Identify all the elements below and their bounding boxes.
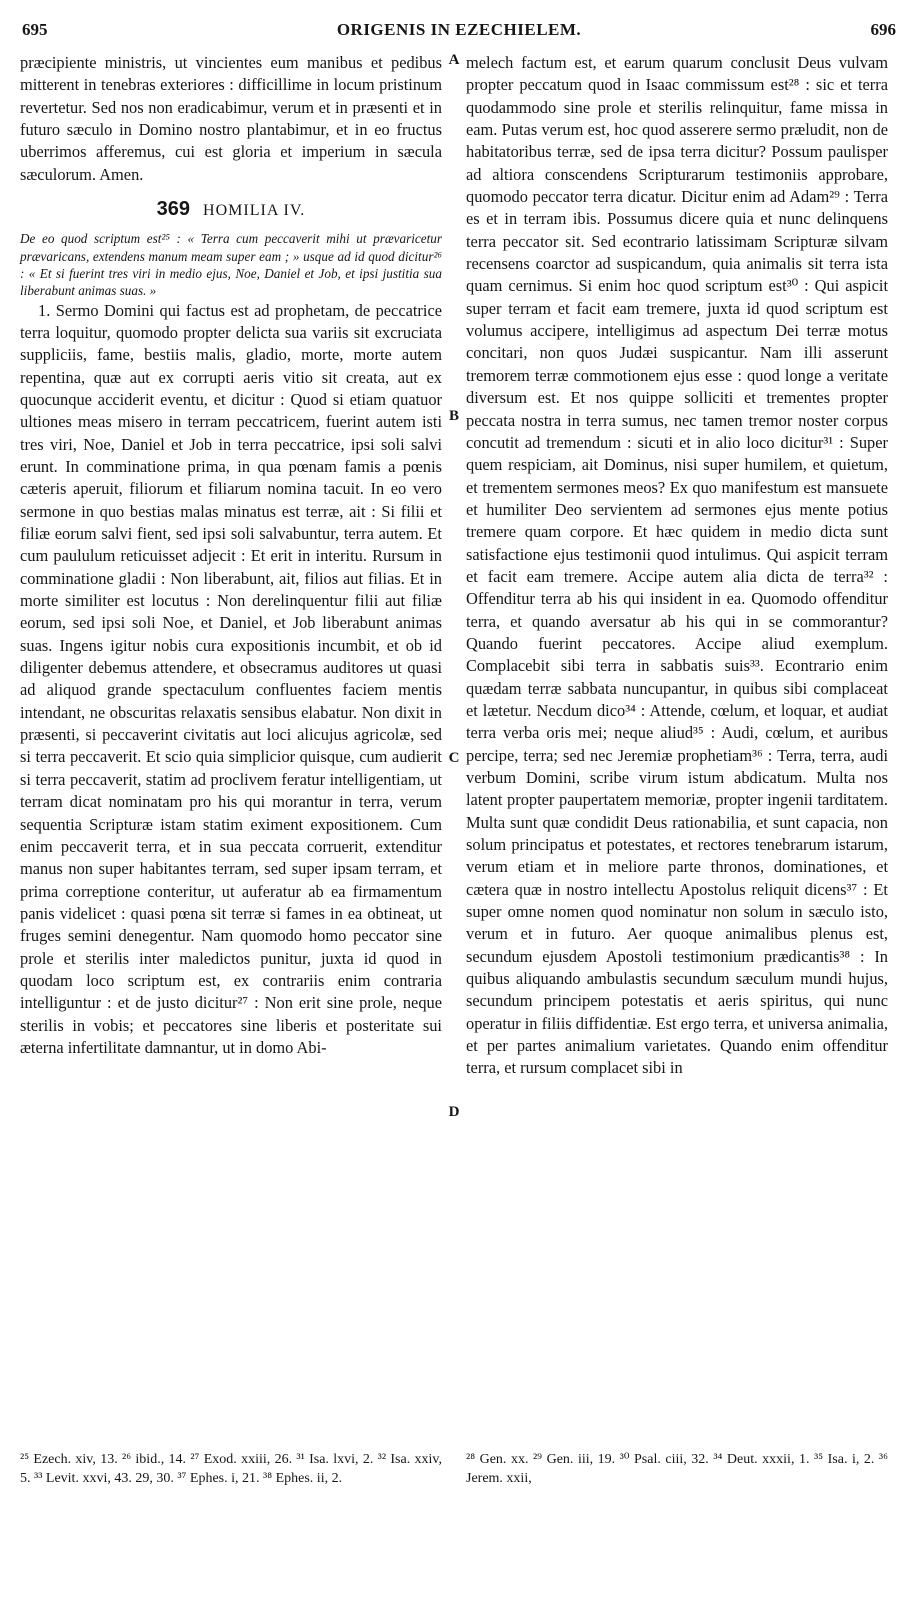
homily-number: 369 bbox=[156, 198, 191, 221]
right-column bbox=[466, 52, 888, 1080]
homily-argument: De eo quod scriptum est²⁵ : « Terra cum peccaverit mihi ut prævaricetur prævaricans, extendens manum meam super eam ; » usque ad id quod dicitur²⁶ : « Et si fuerint tres viri in medio ejus, Noe, Daniel et Job, et ipsi justitia sua liberabunt animas suas. » bbox=[20, 231, 442, 299]
margin-letter-b: B bbox=[448, 408, 459, 424]
footnotes-left: ²⁵ Ezech. xiv, 13. ²⁶ ibid., 14. ²⁷ Exod. xxiii, 26. ³¹ Isa. lxvi, 2. ³² Isa. xxiv, 5. ³³ Levit. xxvi, 43. 29, 30. ³⁷ Ephes. i, 21. ³⁸ Ephes. ii, 2. bbox=[20, 1452, 442, 1486]
margin-letter-d: D bbox=[448, 1104, 460, 1120]
running-title: ORIGENIS IN EZECHIELEM. bbox=[336, 20, 582, 39]
margin-letter-c: C bbox=[448, 750, 460, 766]
left-body-paragraph: 1. Sermo Domini qui factus est ad prophetam, de peccatrice terra loquitur, quomodo propter delicta sua variis sit excruciata suppliciis, fame, bestiis malis, gladio, morte, morte autem repentina, quæ aut ex corrupti aeris vitio sit creata, aut ex quocunque acciderit eventu, et dicitur : Quod si etiam quatuor ultiones meas misero in terram peccatricem, fuerint autem isti tres viri, Noe, Daniel et Job in terra peccatrice, ipsi soli salvi erunt. In comminatione prima, in qua pœnam famis a pœnis cæteris aperuit, filiorum et filiarum nomina tacuit. In eo vero sermone in quo bestias malas minatus est terræ, ait : Si filii et filiæ eorum salvi fient, sed ipsi soli salvabuntur, terra autem. Et cum paululum reticuisset adjecit : Et erit in interitu. Rursum in comminatione gladii : Non liberabunt, ait, filios aut filias. Et in morte similiter est locutus : Non derelinquentur filii aut filiæ eorum, sed ipsi soli Noe, et Daniel, et Job liberabunt animas suas. Ingens igitur nobis cura expositionis incumbit, et ob id diligenter debemus attendere, et obsecramus auditores ut quasi ad aliquod grande spectaculum confluentes faciem mentis intendant, ne obscuritas relaxatis sensibus elabatur. Non dixit in præsenti, si peccaverint civitatis aut loci alicujus agricolæ, sed si terra peccaverit. Et scio quia simplicior quisque, cum audierit si terra peccaverit, statim ad proclivem feratur intelligentiam, ut terram dicat nominatam pro his qui morantur in terra, verum sequentia Scripturæ istam statim eximent expositionem. Cum enim peccaverit terra, et in sua peccata corruerit, extenditur manus non super habitantes terram, sed super ipsam terram, et prima correptione conteritur, ut auferatur ab ea firmamentum panis videlicet : quasi pœna sit terræ si fames in ea obtineat, ut fruges semini denegentur. Nam quomodo homo peccator sine prole et sterilis inter maledictos punitur, juxta id quod in quodam loco scriptum est, ex contrariis enim contraria intelliguntur : et de justo dicitur²⁷ : Non erit sine prole, neque sterilis in vobis; et peccatores sine liberis et posteritate sui æterna infertilitate damnantur, ut in domo Abi- bbox=[20, 300, 442, 1057]
page-number-right: 696 bbox=[870, 20, 896, 39]
margin-letter-a: A bbox=[448, 52, 460, 68]
page-number-left: 695 bbox=[22, 20, 48, 39]
homily-title: HOMILIA IV. bbox=[203, 202, 306, 220]
left-column bbox=[20, 52, 442, 1059]
footnotes-right: ²⁸ Gen. xx. ²⁹ Gen. iii, 19. ³⁰ Psal. ciii, 32. ³⁴ Deut. xxxii, 1. ³⁵ Isa. i, 2. ³⁶ Jerem. xxii, bbox=[466, 1452, 888, 1486]
left-opening-paragraph: præcipiente ministris, ut vincientes eum manibus et pedibus mitterent in tenebras exteriores : difficillime in locum pristinum revertetur. Sed nos non eradicabimur, verum et in præsenti et in futuro sæculo in Domino nostro plantabimur, et in eo fructus uberrimos afferemus, cui est gloria et imperium in sæcula sæculorum. Amen. bbox=[20, 53, 442, 184]
homily-heading bbox=[20, 198, 442, 222]
page-header bbox=[22, 20, 896, 44]
right-body-paragraph: melech factum est, et earum quarum conclusit Deus vulvam propter peccatum quod in Isaac commissum est²⁸ : sic et terra quodammodo sine prole et sterilis relinquitur, fame missa in eam. Putas verum est, hoc quod asserere sermo præludit, non de habitatoribus terræ, sed de ipsa terra dicitur? Possum paulisper ad altiora conscendens Scripturarum testimoniis approbare, quomodo peccator terra dicatur. Dicitur enim ad Adam²⁹ : Terra es et in terram ibis. Possumus dicere quia et nunc delinquens terra peccator sit. Sed econtrario latissimam Scripturæ silvam recensens coarctor ad suspicandum, quia animalis sit terra ista quam cernimus. Si enim hoc quod scriptum est³⁰ : Qui aspicit super terram et facit eam tremere, juxta id quod scriptum est volumus accipere, intelligimus ad aspectum Dei terræ motus concitari, non quos Judæi suspicantur. Nam illi asserunt tremorem terræ commotionem ejus esse : quod longe a veritate diversum est. Et nos quippe solliciti et trementes propter peccata nostra in terra sumus, nec tamen tremor noster corpus concutit ad tremendum : sicuti et in alio loco dicitur³¹ : Super quem respiciam, ait Dominus, nisi super humilem, et quietum, et trementem sermones meos? Ex quo manifestum est mansuete et humiliter Deo servientem ad sermones ejus mente potius tremere quam corpore. Et hæc quidem in medio dicta sunt satisfactione ejus testimonii quod intulimus. Qui aspicit terram et facit eam tremere. Accipe autem alia dicta de terra³² : Offenditur terra ab his qui insident in ea. Quomodo offenditur terra, et quando aversatur ab his qui in se commorantur? Quando fuerint peccatores. Accipe aliud exemplum. Complacebit sibi terra in sabbatis suis³³. Econtrario enim quædam terræ sabbata nuncupantur, in quibus sibi complaceat et lætetur. Necdum dico³⁴ : Attende, cœlum, et loquar, et audiat terra verba oris mei; neque aliud³⁵ : Audi, cœlum, et auribus percipe, terra; sed nec Jeremiæ prophetiam³⁶ : Terra, terra, audi verbum Domini, scribe virum istum abdicatum. Multa nos latent propter paupertatem memoriæ, propter ingenii tarditatem. Multa sunt quæ condidit Deus rationabilia, et sunt capacia, non solum principatus et potestates, et rectores tenebrarum istarum, verum etiam et in meliore parte thronos, dominationes, et cætera quæ in nostro intellectu Apostolus reliquit dicens³⁷ : Et super omne nomen quod nominatur non solum in sæculo isto, verum et in futuro. Aer quoque animalibus plenus est, secundum ejusdem Apostoli testimonium prædicantis³⁸ : In quibus aliquando ambulastis secundum sæculum mundi hujus, secundum principem potestatis et aeris spiritus, qui nunc operatur in filiis diffidentiæ. Est ergo terra, et universa animalia, et per partes animalium varietates. Quando enim offenditur terra, et rursum complacet sibi in bbox=[466, 53, 888, 1078]
